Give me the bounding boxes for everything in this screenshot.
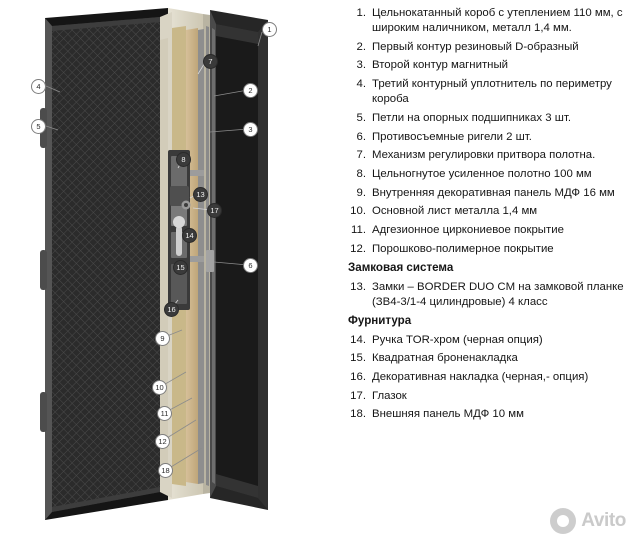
avito-watermark bbox=[550, 508, 626, 534]
spec-item bbox=[348, 186, 630, 201]
callout-16[interactable]: 16 bbox=[164, 302, 179, 317]
spec-number: 2. bbox=[356, 40, 366, 53]
callout-3[interactable]: 3 bbox=[243, 122, 258, 137]
callout-6[interactable]: 6 bbox=[243, 258, 258, 273]
callout-9[interactable]: 9 bbox=[155, 331, 170, 346]
callout-8[interactable]: 8 bbox=[176, 152, 191, 167]
section-heading-hardware: Фурнитура bbox=[348, 314, 412, 328]
spec-text: Первый контур резиновый D-образный bbox=[372, 40, 579, 53]
spec-number: 1. bbox=[356, 7, 366, 19]
spec-text: Внешняя панель МДФ 10 мм bbox=[372, 408, 524, 421]
spec-item bbox=[348, 407, 630, 422]
spec-number: 14. bbox=[350, 333, 366, 346]
spec-item bbox=[348, 6, 630, 36]
spec-text: Замки – BORDER DUO CM на замковой планке (ЗВ4-3/1-4 цилиндровые) 4 класс bbox=[372, 280, 624, 308]
spec-number: 7. bbox=[356, 149, 366, 162]
callout-11[interactable]: 11 bbox=[157, 406, 172, 421]
callout-7[interactable]: 7 bbox=[203, 54, 218, 69]
spec-text: Третий контурный уплотнитель по периметру короба bbox=[372, 78, 612, 106]
spec-item bbox=[348, 280, 630, 310]
spec-item bbox=[348, 389, 630, 404]
spec-number: 12. bbox=[350, 242, 366, 255]
spec-number: 17. bbox=[350, 389, 366, 402]
spec-number: 15. bbox=[350, 352, 366, 365]
avito-watermark-text: Avito bbox=[581, 510, 626, 531]
spec-item bbox=[348, 370, 630, 385]
spec-item bbox=[348, 223, 630, 238]
spec-number: 11. bbox=[351, 223, 366, 236]
spec-number: 9. bbox=[356, 186, 366, 199]
section-heading-lock-system: Замковая система bbox=[348, 261, 454, 275]
spec-number: 10. bbox=[350, 205, 366, 218]
spec-text: Адгезионное циркониевое покрытие bbox=[372, 223, 564, 236]
spec-text: Порошково-полимерное покрытие bbox=[372, 242, 554, 255]
callout-5[interactable]: 5 bbox=[31, 119, 46, 134]
spec-item bbox=[348, 167, 630, 182]
spec-text: Глазок bbox=[372, 389, 407, 402]
spec-number: 3. bbox=[356, 59, 366, 72]
spec-text: Противосъемные ригели 2 шт. bbox=[372, 130, 532, 143]
avito-logo-icon bbox=[550, 508, 576, 534]
spec-number: 4. bbox=[356, 78, 366, 91]
spec-item bbox=[348, 58, 630, 73]
spec-item bbox=[348, 77, 630, 107]
spec-item bbox=[348, 351, 630, 366]
spec-text: Второй контур магнитный bbox=[372, 59, 509, 72]
spec-text: Механизм регулировки притвора полотна. bbox=[372, 149, 596, 162]
spec-item bbox=[348, 111, 630, 126]
spec-number: 18. bbox=[350, 408, 366, 421]
spec-number: 13. bbox=[350, 280, 366, 293]
spec-text: Внутренняя декоративная панель МДФ 16 мм bbox=[372, 186, 615, 199]
callout-15[interactable]: 15 bbox=[173, 260, 188, 275]
spec-text: Цельногнутое усиленное полотно 100 мм bbox=[372, 167, 592, 180]
spec-number: 8. bbox=[356, 167, 366, 180]
spec-text: Декоративная накладка (черная,- опция) bbox=[372, 371, 589, 384]
spec-item bbox=[348, 204, 630, 219]
spec-number: 5. bbox=[356, 111, 366, 124]
callout-4[interactable]: 4 bbox=[31, 79, 46, 94]
spec-number: 16. bbox=[350, 371, 366, 384]
spec-item bbox=[348, 130, 630, 145]
callout-2[interactable]: 2 bbox=[243, 83, 258, 98]
callout-13[interactable]: 13 bbox=[193, 187, 208, 202]
spec-text: Цельнокатанный короб с утеплением 110 мм, с широким наличником, металл 1,4 мм. bbox=[372, 7, 623, 35]
callout-18[interactable]: 18 bbox=[158, 463, 173, 478]
specification-list bbox=[348, 6, 630, 534]
callout-14[interactable]: 14 bbox=[182, 228, 197, 243]
callout-12[interactable]: 12 bbox=[155, 434, 170, 449]
spec-text: Ручка TOR-хром (черная опция) bbox=[372, 333, 543, 346]
spec-number: 6. bbox=[356, 130, 366, 143]
spec-item bbox=[348, 333, 630, 348]
spec-item bbox=[348, 148, 630, 163]
spec-text: Основной лист металла 1,4 мм bbox=[372, 205, 538, 218]
spec-item bbox=[348, 242, 630, 257]
spec-text: Петли на опорных подшипниках 3 шт. bbox=[372, 111, 571, 124]
callout-17[interactable]: 17 bbox=[207, 203, 222, 218]
callout-1[interactable]: 1 bbox=[262, 22, 277, 37]
spec-text: Квадратная броненакладка bbox=[372, 352, 518, 365]
callout-10[interactable]: 10 bbox=[152, 380, 167, 395]
spec-item bbox=[348, 40, 630, 55]
